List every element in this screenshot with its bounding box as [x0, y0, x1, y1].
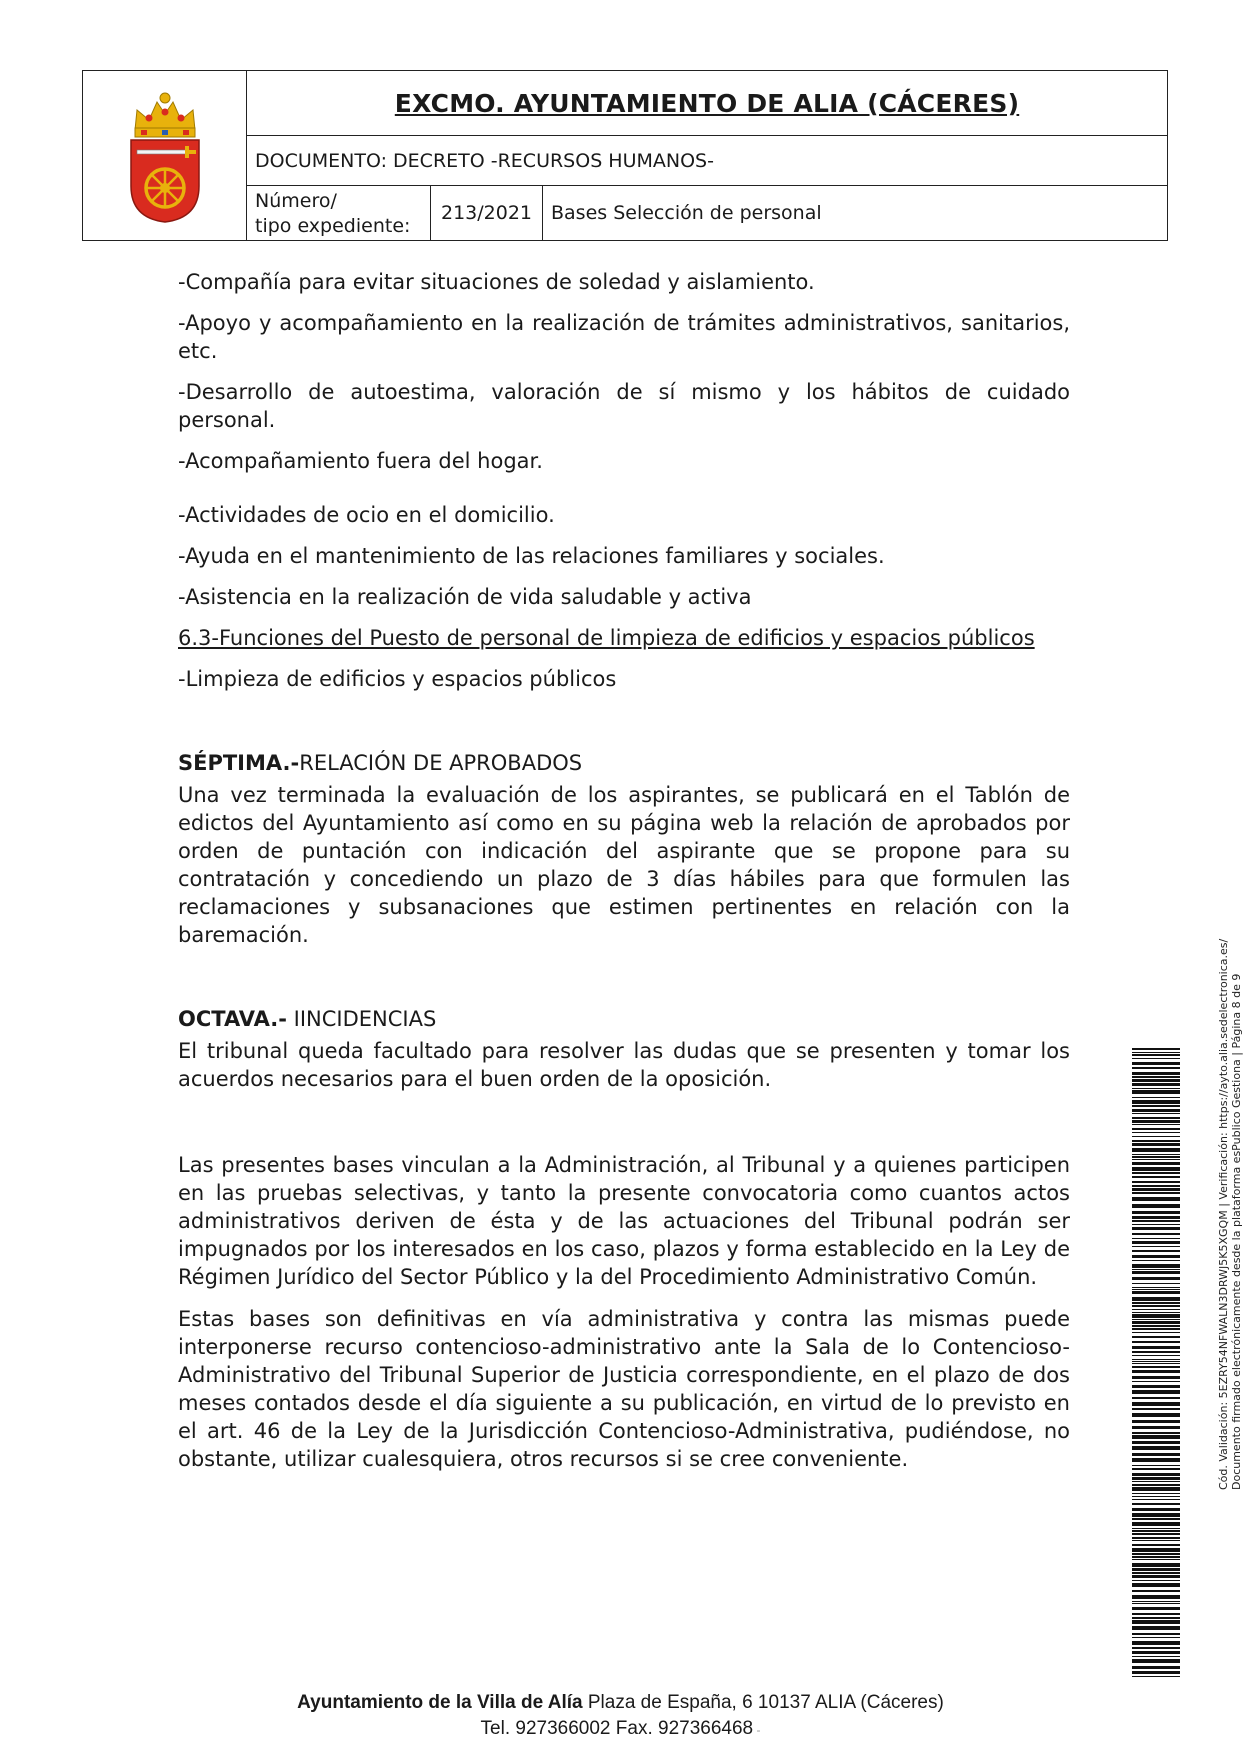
barcode-stripe	[1132, 1553, 1180, 1555]
barcode-stripe	[1132, 1241, 1180, 1244]
barcode-stripe	[1132, 1052, 1180, 1053]
barcode-stripe	[1132, 1312, 1180, 1313]
barcode-stripe	[1132, 1420, 1180, 1423]
barcode-stripe	[1132, 1426, 1180, 1429]
barcode-stripe	[1132, 1390, 1180, 1394]
barcode-stripe	[1132, 1572, 1180, 1574]
barcode-stripe	[1132, 1148, 1180, 1152]
barcode-stripe	[1132, 1413, 1180, 1417]
barcode-stripe	[1132, 1287, 1180, 1288]
barcode-stripe	[1132, 1637, 1180, 1638]
barcode-stripe	[1132, 1204, 1180, 1208]
footer-dash: -	[753, 1723, 761, 1737]
barcode-stripe	[1132, 1408, 1180, 1410]
barcode-stripe	[1132, 1659, 1180, 1663]
barcode-stripe	[1132, 1309, 1180, 1310]
barcode-stripe	[1132, 1314, 1180, 1318]
barcode-stripe	[1132, 1297, 1180, 1301]
barcode-stripe	[1132, 1132, 1180, 1133]
barcode-stripe	[1132, 1109, 1180, 1112]
barcode-stripe	[1132, 1613, 1180, 1615]
barcode-stripe	[1132, 1346, 1180, 1349]
barcode-stripe	[1132, 1325, 1180, 1327]
barcode-stripe	[1132, 1336, 1180, 1338]
barcode-stripe	[1132, 1124, 1180, 1125]
barcode-stripe	[1132, 1468, 1180, 1470]
file-number-label	[247, 186, 431, 240]
barcode-stripe	[1132, 1397, 1180, 1399]
barcode-stripe	[1132, 1197, 1180, 1201]
barcode-stripe	[1132, 1238, 1180, 1239]
barcode-stripe	[1132, 1076, 1180, 1078]
file-description: Bases Selección de personal	[551, 202, 822, 224]
barcode-stripe	[1132, 1283, 1180, 1284]
barcode-stripe	[1132, 1620, 1180, 1624]
validation-barcode	[1132, 1048, 1180, 1678]
file-number-row	[247, 186, 1167, 240]
barcode-stripe	[1132, 1441, 1180, 1444]
barcode-stripe	[1132, 1302, 1180, 1304]
footer-phone-line	[0, 1716, 1241, 1743]
bullet-item: -Actividades de ocio en el domicilio.	[178, 503, 555, 527]
file-number-value: 213/2021	[431, 186, 543, 240]
barcode-stripe	[1132, 1128, 1180, 1130]
bullet-item: -Apoyo y acompañamiento en la realización de trámites administrativos, sanitarios, etc.	[178, 311, 1070, 363]
barcode-stripe	[1132, 1522, 1180, 1526]
barcode-stripe	[1132, 1385, 1180, 1388]
coat-of-arms-cell	[83, 71, 247, 240]
document-body	[178, 268, 1070, 1487]
barcode-stripe	[1132, 1067, 1180, 1069]
barcode-stripe	[1132, 1291, 1180, 1294]
barcode-stripe	[1132, 1487, 1180, 1491]
barcode-stripe	[1132, 1666, 1180, 1669]
section-label: OCTAVA.-	[178, 1007, 287, 1031]
barcode-stripe	[1132, 1100, 1180, 1104]
barcode-stripe	[1132, 1376, 1180, 1379]
barcode-stripe	[1132, 1537, 1180, 1539]
barcode-stripe	[1132, 1156, 1180, 1158]
barcode-stripe	[1132, 1544, 1180, 1546]
barcode-stripe	[1132, 1269, 1180, 1270]
bullet-item: -Acompañamiento fuera del hogar.	[178, 449, 543, 473]
barcode-stripe	[1132, 1054, 1180, 1056]
page-footer	[0, 1690, 1241, 1743]
barcode-stripe	[1132, 1366, 1180, 1368]
barcode-stripe	[1132, 1216, 1180, 1219]
barcode-stripe	[1132, 1277, 1180, 1280]
barcode-stripe	[1132, 1481, 1180, 1482]
barcode-stripe	[1132, 1359, 1180, 1360]
barcode-stripe	[1132, 1140, 1180, 1142]
barcode-stripe	[1132, 1154, 1180, 1155]
barcode-stripe	[1132, 1465, 1180, 1466]
bullet-item: -Asistencia en la realización de vida saludable y activa	[178, 585, 752, 609]
barcode-stripe	[1132, 1361, 1180, 1362]
footer-address-line	[0, 1690, 1241, 1716]
barcode-stripe	[1132, 1113, 1180, 1114]
barcode-stripe	[1132, 1341, 1180, 1343]
barcode-stripe	[1132, 1088, 1180, 1089]
barcode-stripe	[1132, 1381, 1180, 1382]
barcode-stripe	[1132, 1319, 1180, 1320]
barcode-stripe	[1132, 1321, 1180, 1324]
barcode-stripe	[1132, 1120, 1180, 1123]
barcode-stripe	[1132, 1083, 1180, 1086]
barcode-stripe	[1132, 1090, 1180, 1094]
barcode-stripe	[1132, 1583, 1180, 1587]
barcode-stripe	[1132, 1671, 1180, 1674]
barcode-stripe	[1132, 1136, 1180, 1137]
barcode-stripe	[1132, 1458, 1180, 1462]
subsection-heading: 6.3-Funciones del Puesto de personal de limpieza de edificios y espacios públicos	[178, 626, 1035, 650]
bullet-item: -Compañía para evitar situaciones de soledad y aislamiento.	[178, 270, 815, 294]
barcode-stripe	[1132, 1575, 1180, 1578]
barcode-stripe	[1132, 1351, 1180, 1353]
barcode-stripe	[1132, 1355, 1180, 1356]
section-title: IINCIDENCIAS	[286, 1007, 437, 1031]
barcode-stripe	[1132, 1260, 1180, 1261]
barcode-stripe	[1132, 1363, 1180, 1364]
barcode-stripe	[1132, 1402, 1180, 1406]
barcode-stripe	[1132, 1181, 1180, 1183]
barcode-stripe	[1132, 1072, 1180, 1075]
barcode-stripe	[1132, 1220, 1180, 1222]
barcode-stripe	[1132, 1097, 1180, 1098]
barcode-stripe	[1132, 1435, 1180, 1439]
header-title: EXCMO. AYUNTAMIENTO DE ALIA (CÁCERES)	[247, 71, 1167, 136]
barcode-stripe	[1132, 1250, 1180, 1252]
barcode-stripe	[1132, 1211, 1180, 1214]
barcode-stripe	[1132, 1159, 1180, 1160]
barcode-stripe	[1132, 1332, 1180, 1333]
barcode-stripe	[1132, 1568, 1180, 1571]
barcode-stripe	[1132, 1563, 1180, 1567]
section-body: El tribunal queda facultado para resolver las dudas que se presenten y tomar los acuerdos necesarios para el buen orden de la oposición.	[178, 1039, 1070, 1091]
barcode-stripe	[1132, 1626, 1180, 1630]
barcode-stripe	[1132, 1647, 1180, 1649]
barcode-stripe	[1132, 1227, 1180, 1230]
barcode-stripe	[1132, 1590, 1180, 1592]
document-type: DOCUMENTO: DECRETO -RECURSOS HUMANOS-	[247, 136, 1167, 186]
barcode-stripe	[1132, 1079, 1180, 1082]
barcode-stripe	[1132, 1162, 1180, 1165]
barcode-stripe	[1132, 1559, 1180, 1560]
barcode-stripe	[1132, 1641, 1180, 1645]
barcode-stripe	[1132, 1246, 1180, 1247]
document-header	[82, 70, 1168, 241]
section-title: RELACIÓN DE APROBADOS	[299, 751, 583, 775]
barcode-stripe	[1132, 1556, 1180, 1558]
validation-side-text	[1217, 938, 1243, 1490]
barcode-stripe	[1132, 1105, 1180, 1107]
barcode-stripe	[1132, 1289, 1180, 1290]
coat-of-arms-logo	[123, 88, 207, 224]
barcode-stripe	[1132, 1255, 1180, 1258]
barcode-stripe	[1132, 1271, 1180, 1274]
barcode-stripe	[1132, 1328, 1180, 1330]
barcode-stripe	[1132, 1167, 1180, 1171]
barcode-stripe	[1132, 1172, 1180, 1174]
barcode-stripe	[1132, 1518, 1180, 1520]
barcode-stripe	[1132, 1305, 1180, 1307]
section-body: Una vez terminada la evaluación de los aspirantes, se publicará en el Tablón de edictos del Ayuntamiento así como en su página web la relación de aprobados por orden de puntación con indicación del aspirante que se propone para su contratación y concediendo un plazo de 3 días hábiles para que formulen las reclamaciones y subsanaciones que estimen pertinentes en relación con la baremación.	[178, 783, 1070, 947]
barcode-stripe	[1132, 1058, 1180, 1059]
footer-address: Plaza de España, 6 10137 ALIA (Cáceres)	[582, 1692, 944, 1713]
barcode-stripe	[1132, 1580, 1180, 1581]
barcode-stripe	[1132, 1676, 1180, 1677]
section-label: SÉPTIMA.-	[178, 751, 300, 775]
barcode-stripe	[1132, 1508, 1180, 1511]
barcode-stripe	[1132, 1484, 1180, 1486]
barcode-stripe	[1132, 1048, 1180, 1050]
barcode-stripe	[1132, 1453, 1180, 1456]
barcode-stripe	[1132, 1188, 1180, 1191]
barcode-stripe	[1132, 1499, 1180, 1500]
footer-org: Ayuntamiento de la Villa de Alía	[297, 1692, 583, 1713]
bullet-item: -Desarrollo de autoestima, valoración de sí mismo y los hábitos de cuidado personal.	[178, 380, 1070, 432]
barcode-stripe	[1132, 1633, 1180, 1635]
barcode-stripe	[1132, 1530, 1180, 1532]
barcode-stripe	[1132, 1143, 1180, 1146]
barcode-stripe	[1132, 1528, 1180, 1529]
validation-line: Documento firmado electrónicamente desde la plataforma esPublico Gestiona | Página 8 de 9	[1230, 973, 1243, 1490]
barcode-stripe	[1132, 1432, 1180, 1434]
barcode-stripe	[1132, 1493, 1180, 1494]
barcode-stripe	[1132, 1473, 1180, 1476]
section-heading-octava	[178, 1005, 1070, 1033]
paragraph-final: Estas bases son definitivas en vía administrativa y contra las mismas puede interponerse recurso contencioso-administrativo ante la Sala de lo Contencioso-Administrativo del Tribunal Superior de Justicia correspondiente, en el plazo de dos meses contados desde el día siguiente a su publicación, en virtud de lo previsto en el art. 46 de la Ley de la Jurisdicción Contencioso-Administrativa, pudiéndose, no obstante, utilizar cualesquiera, otros recursos si se cree conveniente.	[178, 1307, 1070, 1471]
validation-line: Cód. Validación: 5EZRY54NFWALN3DRWJ5K5XGQM | Verificación: https://ayto.alia.sedelectronica.es/	[1217, 938, 1230, 1490]
bullet-item: -Ayuda en el mantenimiento de las relaciones familiares y sociales.	[178, 544, 885, 568]
barcode-stripe	[1132, 1548, 1180, 1552]
file-number-label-line2: tipo expediente:	[255, 215, 411, 237]
barcode-stripe	[1132, 1176, 1180, 1178]
barcode-stripe	[1132, 1496, 1180, 1497]
barcode-stripe	[1132, 1264, 1180, 1268]
barcode-stripe	[1132, 1607, 1180, 1610]
file-number-label-line1: Número/	[255, 190, 337, 212]
footer-phone: Tel. 927366002 Fax. 927366468	[480, 1718, 754, 1739]
barcode-stripe	[1132, 1533, 1180, 1535]
section-heading-septima	[178, 749, 1070, 777]
barcode-stripe	[1132, 1617, 1180, 1619]
barcode-stripe	[1132, 1503, 1180, 1505]
barcode-stripe	[1132, 1603, 1180, 1604]
barcode-stripe	[1132, 1601, 1180, 1602]
barcode-stripe	[1132, 1062, 1180, 1065]
barcode-stripe	[1132, 1185, 1180, 1187]
barcode-stripe	[1132, 1595, 1180, 1599]
barcode-stripe	[1132, 1224, 1180, 1225]
paragraph-binding: Las presentes bases vinculan a la Administración, al Tribunal y a quienes participen en las pruebas selectivas, y tanto la presente convocatoria como cuantos actos administrativos deriven de ésta y de las actuaciones del Tribunal podrán ser impugnados por los interesados en los caso, plazos y forma establecido en la Ley de Régimen Jurídico del Sector Público y la del Procedimiento Administrativo Común.	[178, 1153, 1070, 1289]
bullet-item: -Limpieza de edificios y espacios públicos	[178, 667, 617, 691]
barcode-stripe	[1132, 1477, 1180, 1480]
barcode-stripe	[1132, 1651, 1180, 1654]
barcode-stripe	[1132, 1117, 1180, 1119]
barcode-stripe	[1132, 1192, 1180, 1194]
barcode-stripe	[1132, 1540, 1180, 1541]
barcode-stripe	[1132, 1370, 1180, 1373]
barcode-stripe	[1132, 1233, 1180, 1235]
barcode-stripe	[1132, 1656, 1180, 1657]
barcode-stripe	[1132, 1513, 1180, 1517]
barcode-stripe	[1132, 1446, 1180, 1450]
